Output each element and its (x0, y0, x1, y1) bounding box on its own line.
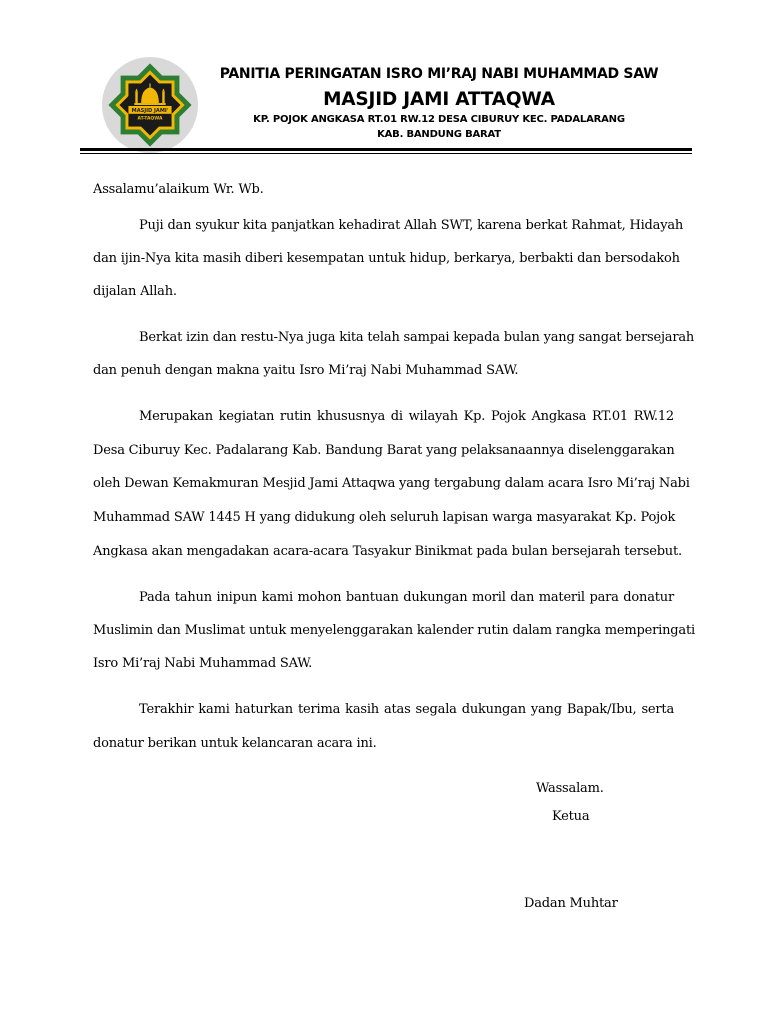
header-committee-title: PANITIA PERINGATAN ISRO MI’RAJ NABI MUHAMMAD SAW (219, 66, 659, 82)
header-divider-thin (80, 153, 692, 154)
paragraph-3-line: oleh Dewan Kemakmuran Mesjid Jami Attaqwa yang tergabung dalam acara Isro Mi’raj Nabi (93, 476, 690, 491)
paragraph-2-line: Berkat izin dan restu-Nya juga kita telah sampai kepada bulan yang sangat bersejarah (139, 330, 695, 345)
paragraph-3-line: Angkasa akan mengadakan acara-acara Tasyakur Binikmat pada bulan bersejarah tersebut. (93, 544, 682, 559)
masjid-logo (101, 56, 199, 154)
paragraph-3-line: Muhammad SAW 1445 H yang didukung oleh seluruh lapisan warga masyarakat Kp. Pojok (93, 510, 676, 525)
paragraph-3-line: Merupakan kegiatan rutin khususnya di wilayah Kp. Pojok Angkasa RT.01 RW.12 (139, 409, 674, 424)
paragraph-5-line: Terakhir kami haturkan terima kasih atas segala dukungan yang Bapak/Ibu, serta (139, 702, 674, 717)
paragraph-1-line: Puji dan syukur kita panjatkan kehadirat Allah SWT, karena berkat Rahmat, Hidayah (139, 218, 684, 233)
paragraph-4-line: Pada tahun inipun kami mohon bantuan dukungan moril dan materil para donatur (139, 590, 674, 605)
logo-text-bottom: AT-TAQWA (137, 116, 163, 122)
header-address-line2: KAB. BANDUNG BARAT (377, 129, 501, 140)
paragraph-4-line: Muslimin dan Muslimat untuk menyelenggarakan kalender rutin dalam rangka memperingati (93, 623, 695, 638)
closing-salutation: Wassalam. (536, 781, 604, 796)
paragraph-3-line: Desa Ciburuy Kec. Padalarang Kab. Bandung Barat yang pelaksanaannya diselenggarakan (93, 443, 675, 458)
paragraph-5-line: donatur berikan untuk kelancaran acara ini. (93, 736, 377, 751)
paragraph-1-line: dan ijin-Nya kita masih diberi kesempatan untuk hidup, berkarya, berbakti dan bersodakoh (93, 251, 680, 266)
paragraph-2-line: dan penuh dengan makna yaitu Isro Mi’raj Nabi Muhammad SAW. (93, 363, 519, 378)
header-mosque-name: MASJID JAMI ATTAQWA (323, 89, 555, 110)
header-divider-thick (80, 148, 692, 151)
signer-name: Dadan Muhtar (524, 896, 618, 911)
logo-text-top: MASJID JAMI' (131, 107, 169, 114)
header-address-line1: KP. POJOK ANGKASA RT.01 RW.12 DESA CIBURUY KEC. PADALARANG (253, 114, 625, 125)
paragraph-4-line: Isro Mi’raj Nabi Muhammad SAW. (93, 656, 313, 671)
signer-position: Ketua (552, 809, 590, 824)
paragraph-1-line: dijalan Allah. (93, 284, 177, 299)
greeting: Assalamu’alaikum Wr. Wb. (93, 182, 264, 197)
